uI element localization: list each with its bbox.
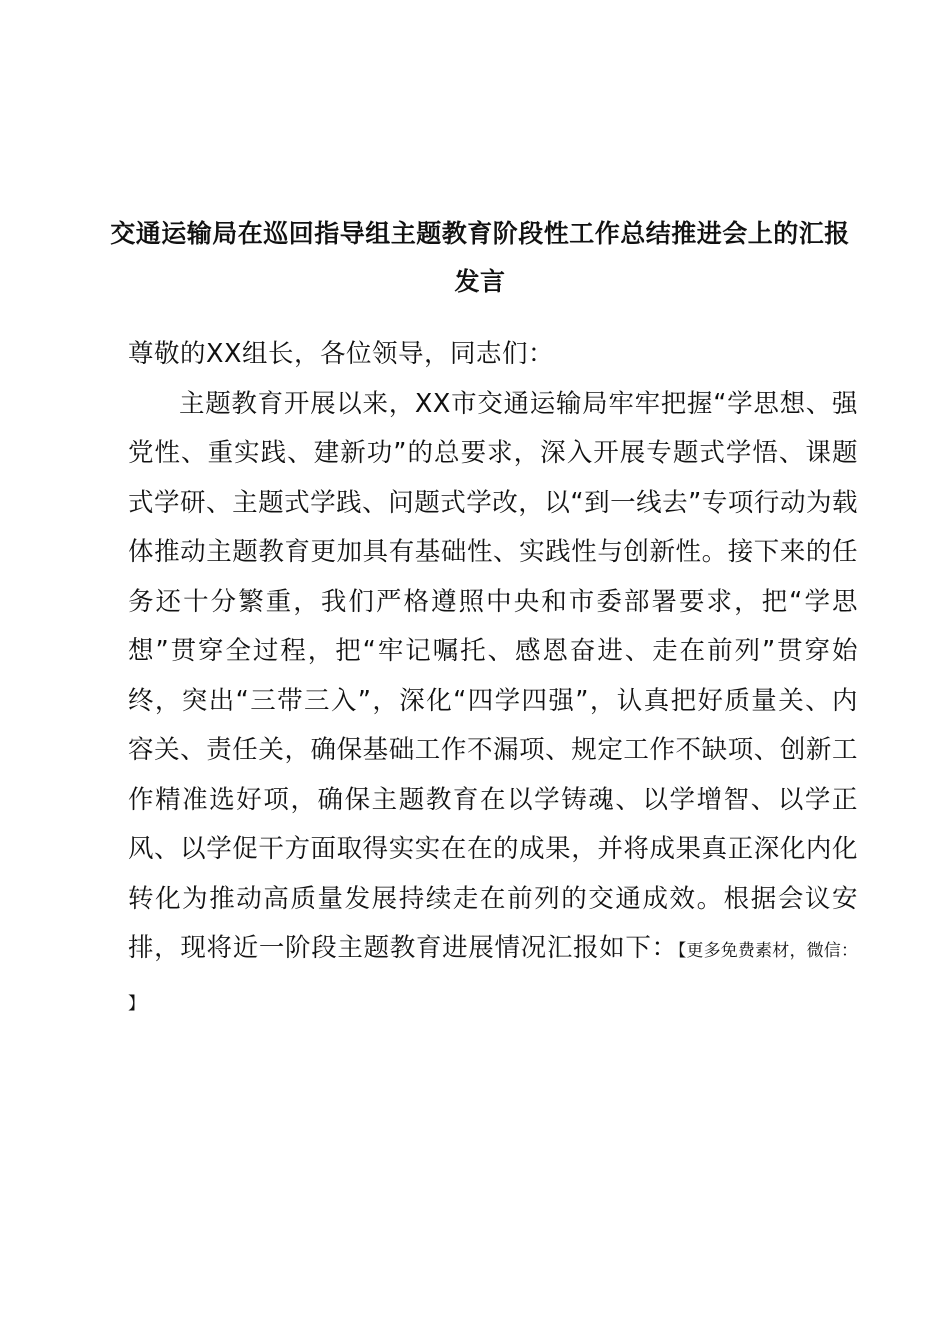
- salutation: 尊敬的XX组长，各位领导，同志们：: [128, 339, 554, 369]
- document-title: 交通运输局在巡回指导组主题教育阶段性工作总结推进会上的汇报发言: [110, 219, 850, 296]
- document-body: [128, 330, 858, 1029]
- paragraph-text: 主题教育开展以来，XX市交通运输局牢牢把握“学思想、强党性、重实践、建新功”的总要求，深入开展专题式学悟、课题式学研、主题式学践、问题式学改，以“到一线去”专项行动为载体推动主题教育更加具有基础性、实践性与创新性。接下来的任务还十分繁重，我们严格遵照中央和市委部署要求，把“学思想”贯穿全过程，把“牢记嘱托、感恩奋进、走在前列”贯穿始终，突出“三带三入”，深化“四学四强”，认真把好质量关、内容关、责任关，确保基础工作不漏项、规定工作不缺项、创新工作精准选好项，确保主题教育在以学铸魂、以学增智、以学正风、以学促干方面取得实实在在的成果，并将成果真正深化内化转化为推动高质量发展持续走在前列的交通成效。根据会议安排，现将近一阶段主题教育进展情况汇报如下：: [128, 388, 858, 963]
- body-paragraph: [128, 380, 858, 1030]
- promo-note: 【更多免费素材，微信： 】: [128, 941, 858, 1014]
